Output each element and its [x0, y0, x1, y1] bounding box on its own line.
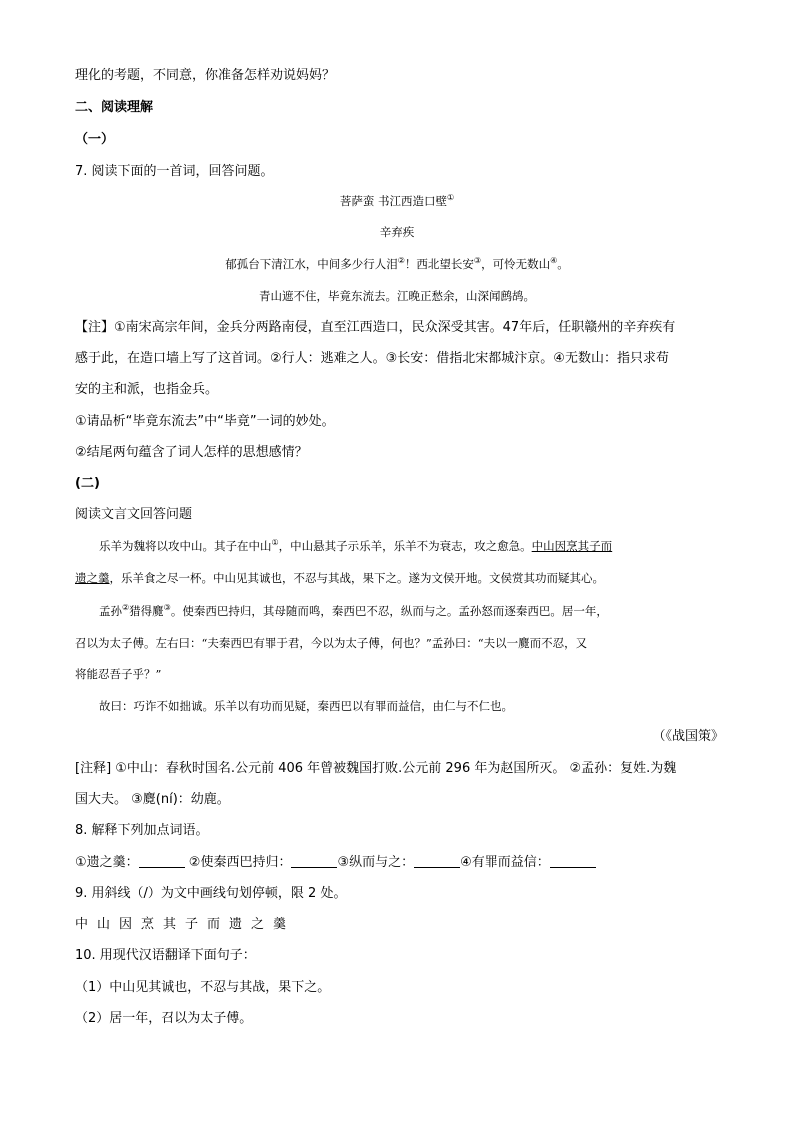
passage-p1-a: 乐羊为魏将以攻中山。其子在中山	[99, 539, 272, 553]
poem-title-text: 菩萨蛮 书江西造口壁	[339, 194, 447, 208]
part2-intro: 阅读文言文回答问题	[75, 507, 193, 522]
q8-blank-1[interactable]	[139, 854, 185, 868]
question-7: 7. 阅读下面的一首词，回答问题。	[75, 164, 274, 179]
poem-note-4: ④	[550, 256, 558, 266]
passage-p2-line-1	[99, 601, 724, 621]
note2-line-2: 国大夫。 ③麑(ní)：幼鹿。	[75, 792, 230, 807]
sub-question-1: ①请品析“毕竟东流去”中“毕竟”一词的妙处。	[75, 414, 335, 429]
question-9-sentence: 中山因烹其子而遗之羹	[75, 917, 296, 932]
passage-p2-a: 孟孙	[99, 604, 122, 618]
part1-label: （一）	[75, 132, 115, 147]
question-10: 10. 用现代汉语翻译下面句子：	[75, 948, 256, 963]
poem-line-1-b: ！西北望长安	[404, 257, 474, 271]
q8-item-2: ②使秦西巴持归：	[188, 855, 292, 870]
passage-p1-line-2	[75, 568, 724, 588]
underlined-sentence-part-1: 中山因烹其子而	[531, 539, 613, 553]
underlined-sentence-part-2: 遗之羹	[75, 571, 110, 585]
question-9: 9. 用斜线（/）为文中画线句划停顿，限 2 处。	[75, 886, 347, 901]
note1-line-2: 感于此，在造口墙上写了这首词。②行人：逃难之人。③长安：借指北宋都城汴京。④无数山：指只求苟	[75, 351, 669, 366]
q8-item-3: ③纵而与之：	[337, 855, 415, 870]
question-10-2: （2）居一年，召以为太子傅。	[75, 1011, 253, 1026]
poem-title-note: ①	[446, 193, 455, 203]
q8-blank-2[interactable]	[291, 854, 337, 868]
passage-note-2: ②	[122, 603, 130, 613]
poem-line-1-c: ，可怜无数山	[481, 257, 551, 271]
passage-p2-line-3: 将能忍吾子乎？”	[75, 667, 162, 681]
poem-note-3: ③	[473, 256, 482, 266]
note1-line-3: 安的主和派，也指金兵。	[75, 382, 219, 397]
passage-note-1: ①	[271, 538, 279, 548]
note1-line-1: 【注】①南宋高宗年间，金兵分两路南侵，直至江西造口，民众深受其害。47年后，任职赣州的辛弃疾有	[75, 320, 676, 335]
passage-p2-c: 。使秦西巴持归，其母随而鸣，秦西巴不忍，纵而与之。孟孙怒而逐秦西巴。居一年，	[170, 604, 608, 618]
part2-label: (二)	[75, 476, 100, 491]
note2-line-1: [注释] ①中山：春秋时国名.公元前 406 年曾被魏国打败.公元前 296 年为赵国所灭。 ②孟孙：复姓.为魏	[75, 761, 677, 776]
passage-p1-line-1	[99, 536, 724, 556]
question-8-items	[75, 853, 724, 873]
poem-line-2: 青山遮不住，毕竟东流去。江晚正愁余，山深闻鹧鸪。	[259, 289, 535, 303]
question-8: 8. 解释下列加点词语。	[75, 823, 209, 838]
poem-title	[75, 191, 719, 211]
poem-line-1-a: 郁孤台下清江水，中间多少行人泪	[225, 257, 398, 271]
passage-p3: 故曰：巧诈不如拙诚。乐羊以有功而见疑，秦西巴以有罪而益信，由仁与不仁也。	[99, 699, 513, 713]
q8-blank-3[interactable]	[414, 854, 460, 868]
poem-author: 辛弃疾	[379, 225, 415, 239]
passage-p2-line-2: 召以为太子傅。左右曰：“夫秦西巴有罪于君，今以为太子傅，何也？”孟孙曰：“夫以一麑而不忍，又	[75, 636, 588, 650]
passage-p1-b: ，中山悬其子示乐羊，乐羊不为衰志，攻之愈急。	[278, 539, 532, 553]
question-10-1: （1）中山见其诚也，不忍与其战，果下之。	[75, 980, 331, 995]
section-title: 二、阅读理解	[75, 100, 154, 115]
poem-line-1	[75, 254, 719, 274]
passage-note-3: ③	[163, 603, 171, 613]
sub-question-2: ②结尾两句蕴含了词人怎样的思想感情？	[75, 445, 308, 460]
q8-blank-4[interactable]	[550, 854, 596, 868]
q8-item-4: ④有罪而益信：	[460, 855, 550, 870]
passage-p2-b: 猎得麑	[129, 604, 164, 618]
poem-note-2: ②	[397, 256, 405, 266]
q8-item-1: ①遗之羹：	[75, 855, 139, 870]
top-line: 理化的考题，不同意，你准备怎样劝说妈妈？	[75, 68, 336, 83]
poem-line-1-d: 。	[557, 257, 569, 271]
passage-p1-c: ，乐羊食之尽一杯。中山见其诚也，不忍与其战，果下之。遂为文侯开地。文侯赏其功而疑其心。	[109, 571, 604, 585]
passage-source: （《战国策》	[652, 729, 724, 744]
